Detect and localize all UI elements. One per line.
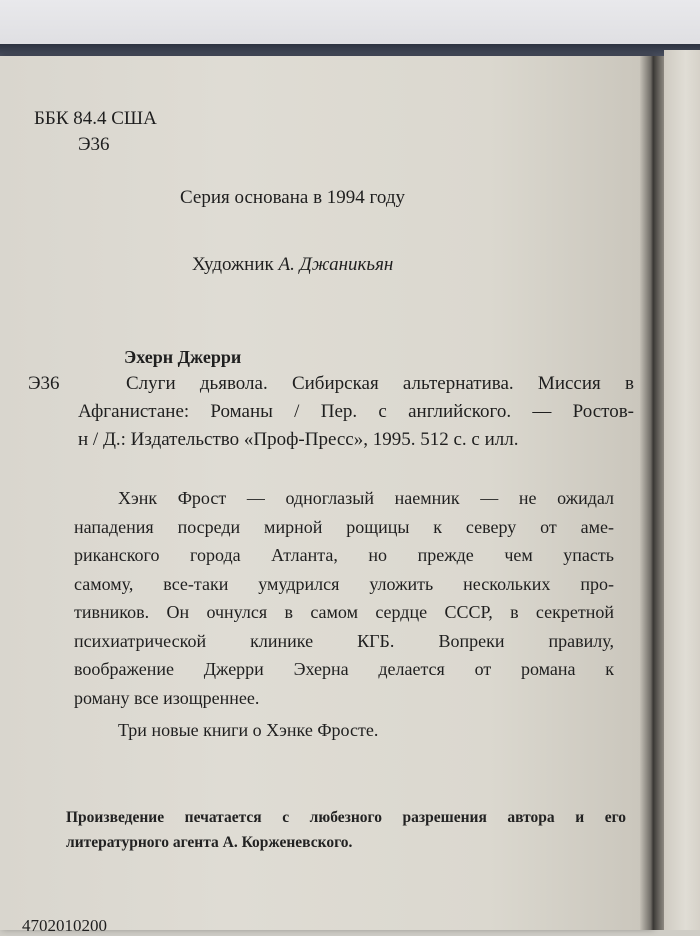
library-code: ББК 84.4 США xyxy=(34,108,157,129)
rights-line: литературного агента А. Корженевского. xyxy=(66,834,353,851)
series-note: Серия основана в 1994 году xyxy=(180,187,405,208)
annotation-line: Хэнк Фрост — одноглазый наемник — не ожидал xyxy=(118,488,614,508)
author-sign: Э36 xyxy=(78,134,110,155)
isbn-fragment: 4702010200 xyxy=(22,916,107,935)
rights-line: Произведение печатается с любезного разрешения автора и его xyxy=(66,809,626,826)
book-gutter xyxy=(640,56,664,930)
annotation-line: тивников. Он очнулся в самом сердце СССР, в секретной xyxy=(74,602,614,622)
bib-line: Афганистане: Романы / Пер. с английского. — Ростов- xyxy=(78,401,634,422)
annotation-line: самому, все-таки умудрился уложить нескольких про- xyxy=(74,573,614,594)
rights-note xyxy=(66,805,626,855)
annotation-line: воображение Джерри Эхерна делается от романа к xyxy=(74,659,614,679)
bib-line: Слуги дьявола. Сибирская альтернатива. Миссия в xyxy=(126,373,634,394)
illustrator-label: Художник xyxy=(192,254,274,275)
annotation-line: роману все изощреннее. xyxy=(74,687,260,708)
bib-line: н / Д.: Издательство «Проф-Пресс», 1995. 512 с. с илл. xyxy=(78,429,519,450)
bib-author: Эхерн Джерри xyxy=(124,347,242,367)
facing-page-edge xyxy=(664,50,700,930)
annotation-line: риканского города Атланта, но прежде чем упасть xyxy=(74,545,614,565)
illustrator-name: А. Джаникьян xyxy=(278,254,394,275)
annotation-line: нападения посреди мирной рощицы к северу от аме- xyxy=(74,516,614,537)
annotation-closing: Три новые книги о Хэнке Фросте. xyxy=(118,720,379,740)
bib-description xyxy=(78,370,634,454)
annotation-line: психиатрической клинике КГБ. Вопреки правилу, xyxy=(74,630,614,651)
illustrator-line xyxy=(192,254,393,276)
bib-sign: Э36 xyxy=(28,373,60,394)
annotation xyxy=(74,484,614,745)
